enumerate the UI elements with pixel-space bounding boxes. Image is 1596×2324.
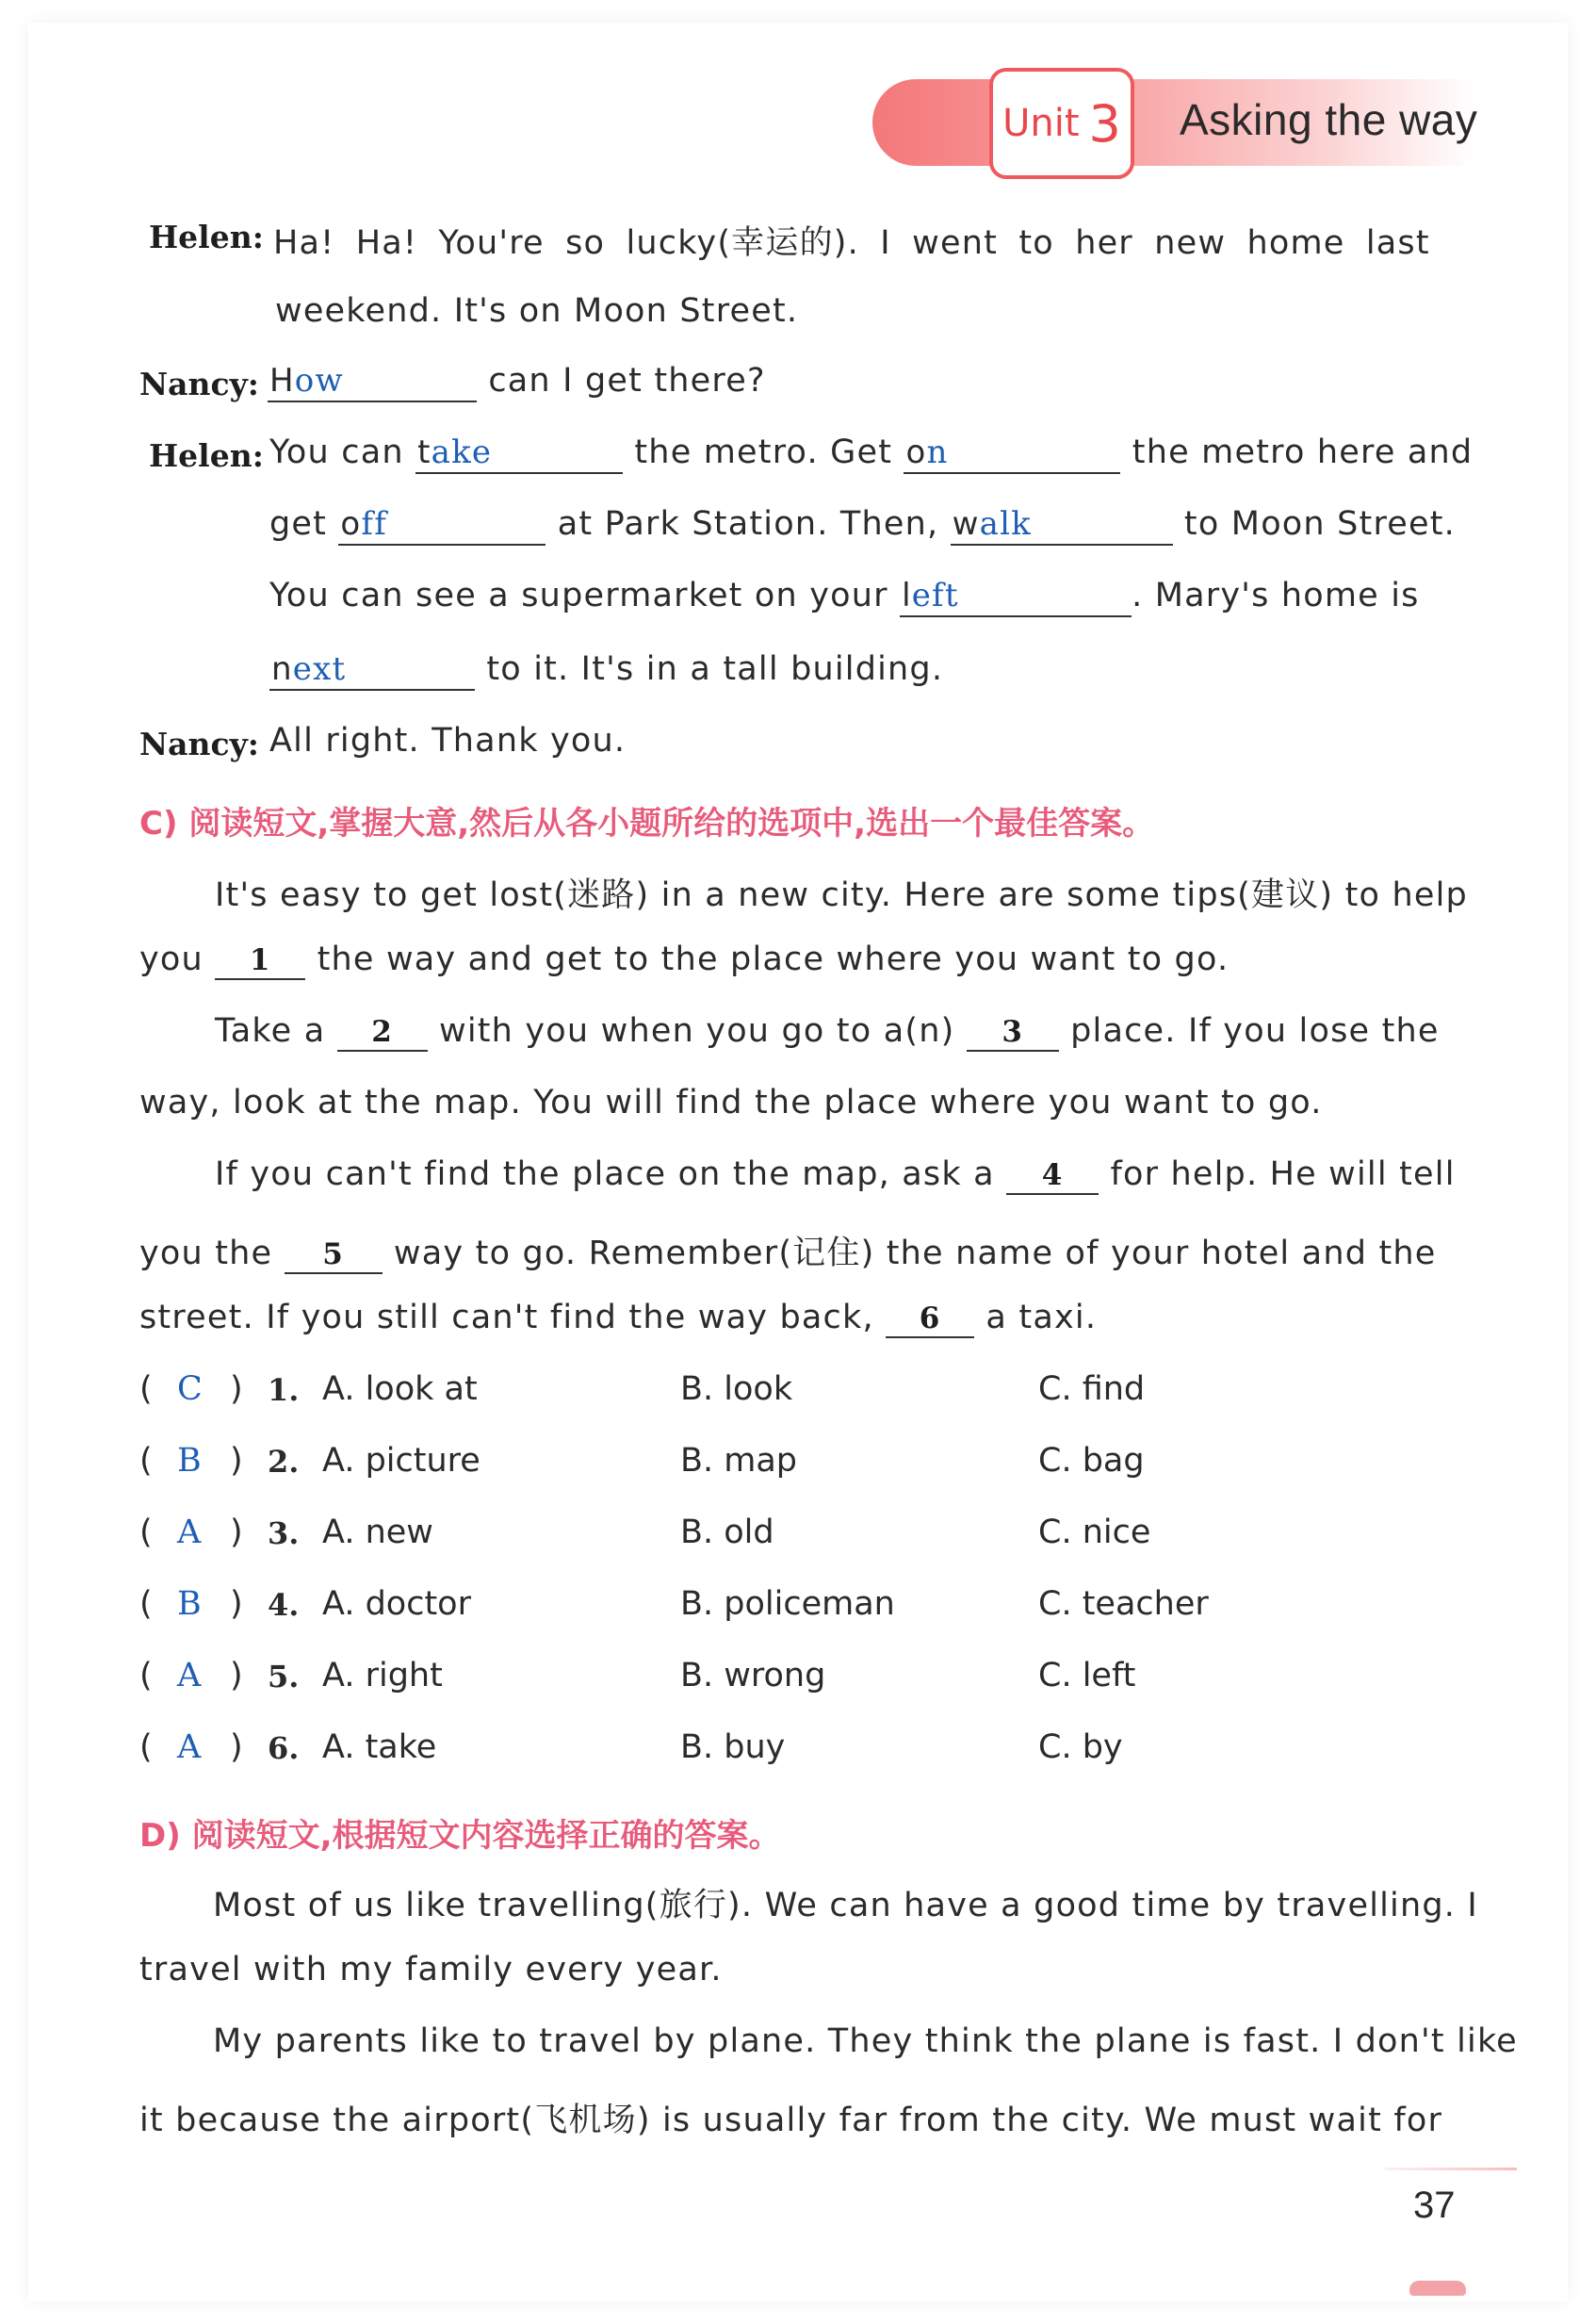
passage-d-line-1: Most of us like travelling(旅行). We can have a good time by travelling. I xyxy=(213,1887,1478,1924)
option-c[interactable]: C. by xyxy=(1038,1728,1123,1766)
answer-next[interactable]: next xyxy=(269,650,475,691)
blank-4[interactable]: 4 xyxy=(1006,1158,1099,1195)
section-d-title: D) 阅读短文,根据短文内容选择正确的答案。 xyxy=(139,1817,781,1855)
option-c[interactable]: C. teacher xyxy=(1038,1585,1209,1623)
speaker-helen: Helen: xyxy=(149,219,264,255)
option-c[interactable]: C. nice xyxy=(1038,1514,1151,1551)
helen2-line-4: next to it. It's in a tall building. xyxy=(269,650,943,691)
option-b[interactable]: B. old xyxy=(680,1514,774,1551)
helen-line-2: weekend. It's on Moon Street. xyxy=(275,292,799,330)
answer-choice[interactable]: B xyxy=(177,1585,202,1623)
option-a[interactable]: A. doctor xyxy=(322,1585,471,1623)
question-row: ( A ) 3. A. new B. old C. nice xyxy=(139,1514,1151,1551)
question-row: ( A ) 5. A. right B. wrong C. left xyxy=(139,1657,1136,1694)
answer-left[interactable]: left xyxy=(900,577,1132,617)
answer-choice[interactable]: A xyxy=(177,1514,202,1551)
unit-title: Asking the way xyxy=(1180,95,1478,144)
passage-c-line-6: you the 5 way to go. Remember(记住) the name of your hotel and the xyxy=(139,1227,1437,1274)
blank-3[interactable]: 3 xyxy=(967,1015,1059,1052)
helen-line-1: Ha! Ha! You're so lucky(幸运的). I went to her new home last xyxy=(273,224,1430,262)
section-c-title: C) 阅读短文,掌握大意,然后从各小题所给的选项中,选出一个最佳答案。 xyxy=(139,805,1155,843)
question-row: ( A ) 6. A. take B. buy C. by xyxy=(139,1728,1123,1766)
option-b[interactable]: B. buy xyxy=(680,1728,786,1766)
answer-take[interactable]: take xyxy=(415,434,623,474)
question-number: 5. xyxy=(268,1659,300,1694)
answer-choice[interactable]: A xyxy=(177,1657,202,1694)
speaker-helen-2: Helen: xyxy=(149,437,264,474)
option-b[interactable]: B. look xyxy=(680,1370,793,1408)
nancy-line-1: How can I get there? xyxy=(268,362,766,402)
question-number: 1. xyxy=(268,1372,300,1408)
helen2-line-1: You can take the metro. Get on the metro here and xyxy=(269,434,1473,474)
question-number: 4. xyxy=(268,1587,300,1623)
question-number: 6. xyxy=(268,1730,300,1766)
option-b[interactable]: B. map xyxy=(680,1442,798,1480)
answer-how[interactable]: How xyxy=(268,362,477,402)
blank-5[interactable]: 5 xyxy=(285,1237,383,1274)
answer-on[interactable]: on xyxy=(904,434,1120,474)
passage-d-line-4: it because the airport(飞机场) is usually far from the city. We must wait for xyxy=(139,2102,1443,2139)
answer-choice[interactable]: A xyxy=(177,1728,202,1766)
question-row: ( B ) 2. A. picture B. map C. bag xyxy=(139,1442,1145,1480)
unit-number: 3 xyxy=(1088,93,1121,154)
blank-2[interactable]: 2 xyxy=(337,1015,428,1052)
question-row: ( B ) 4. A. doctor B. policeman C. teacher xyxy=(139,1585,1209,1623)
helen2-line-3: You can see a supermarket on your left . Mary's home is xyxy=(269,577,1420,617)
option-b[interactable]: B. wrong xyxy=(680,1657,826,1694)
option-a[interactable]: A. picture xyxy=(322,1442,480,1480)
speaker-nancy: Nancy: xyxy=(139,366,259,402)
passage-c-line-5: If you can't find the place on the map, ask a 4 for help. He will tell xyxy=(215,1155,1456,1195)
nancy-line-2: All right. Thank you. xyxy=(269,722,627,760)
answer-choice[interactable]: B xyxy=(177,1442,202,1480)
answer-choice[interactable]: C xyxy=(177,1370,203,1408)
passage-c-line-2: you 1 the way and get to the place where you want to go. xyxy=(139,941,1229,980)
question-number: 2. xyxy=(268,1444,300,1480)
unit-word: Unit xyxy=(1002,102,1080,145)
blank-6[interactable]: 6 xyxy=(886,1301,974,1338)
option-a[interactable]: A. look at xyxy=(322,1370,478,1408)
option-a[interactable]: A. take xyxy=(322,1728,437,1766)
passage-c-line-7: street. If you still can't find the way back, 6 a taxi. xyxy=(139,1299,1097,1338)
speaker-nancy-2: Nancy: xyxy=(139,726,259,762)
page-number: 37 xyxy=(1413,2185,1456,2226)
unit-badge xyxy=(989,68,1134,179)
option-c[interactable]: C. find xyxy=(1038,1370,1146,1408)
answer-walk[interactable]: walk xyxy=(951,505,1173,546)
option-c[interactable]: C. left xyxy=(1038,1657,1136,1694)
option-c[interactable]: C. bag xyxy=(1038,1442,1145,1480)
answer-off[interactable]: off xyxy=(338,505,546,546)
passage-d-line-2: travel with my family every year. xyxy=(139,1951,723,1988)
option-a[interactable]: A. new xyxy=(322,1514,433,1551)
page-number-stand-decoration xyxy=(1409,2281,1466,2296)
option-a[interactable]: A. right xyxy=(322,1657,443,1694)
question-number: 3. xyxy=(268,1515,300,1551)
page-number-decoration xyxy=(1385,2168,1517,2170)
option-b[interactable]: B. policeman xyxy=(680,1585,895,1623)
helen2-line-2: get off at Park Station. Then, walk to Moon Street. xyxy=(269,505,1456,546)
passage-c-line-3: Take a 2 with you when you go to a(n) 3 place. If you lose the xyxy=(215,1012,1440,1052)
passage-c-line-1: It's easy to get lost(迷路) in a new city. Here are some tips(建议) to help xyxy=(215,876,1468,914)
question-row: ( C ) 1. A. look at B. look C. find xyxy=(139,1370,1146,1408)
blank-1[interactable]: 1 xyxy=(215,943,305,980)
passage-d-line-3: My parents like to travel by plane. They think the plane is fast. I don't like xyxy=(213,2022,1518,2060)
passage-c-line-4: way, look at the map. You will find the place where you want to go. xyxy=(139,1084,1323,1121)
